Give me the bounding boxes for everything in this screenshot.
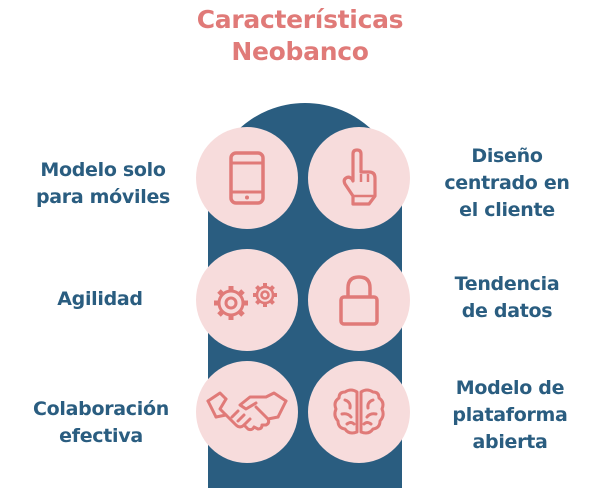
- smartphone-icon: [225, 150, 269, 206]
- feature-circle-mobile-only: [196, 127, 298, 229]
- feature-label-customer-centric: Diseño centrado en el cliente: [444, 145, 570, 221]
- feature-label-mobile-only: Modelo solo para móviles: [35, 159, 171, 208]
- padlock-icon: [337, 273, 381, 327]
- title-line-1: Características: [196, 5, 404, 34]
- feature-label-agility: Agilidad: [57, 288, 143, 310]
- feature-circle-data-trend: [308, 249, 410, 351]
- feature-label-collaboration: Colaboración efectiva: [33, 398, 169, 447]
- feature-circle-customer-centric: [308, 127, 410, 229]
- feature-circle-collaboration: [196, 361, 298, 463]
- feature-circle-agility: [196, 249, 298, 351]
- pointing-hand-icon: [339, 148, 379, 208]
- feature-circle-open-platform: [308, 361, 410, 463]
- brain-icon: [331, 386, 387, 438]
- handshake-icon: [206, 387, 288, 437]
- title-line-2: Neobanco: [231, 37, 369, 66]
- feature-label-open-platform: Modelo de plataforma abierta: [452, 377, 568, 453]
- gears-icon: [207, 275, 287, 325]
- feature-label-data-trend: Tendencia de datos: [454, 273, 560, 322]
